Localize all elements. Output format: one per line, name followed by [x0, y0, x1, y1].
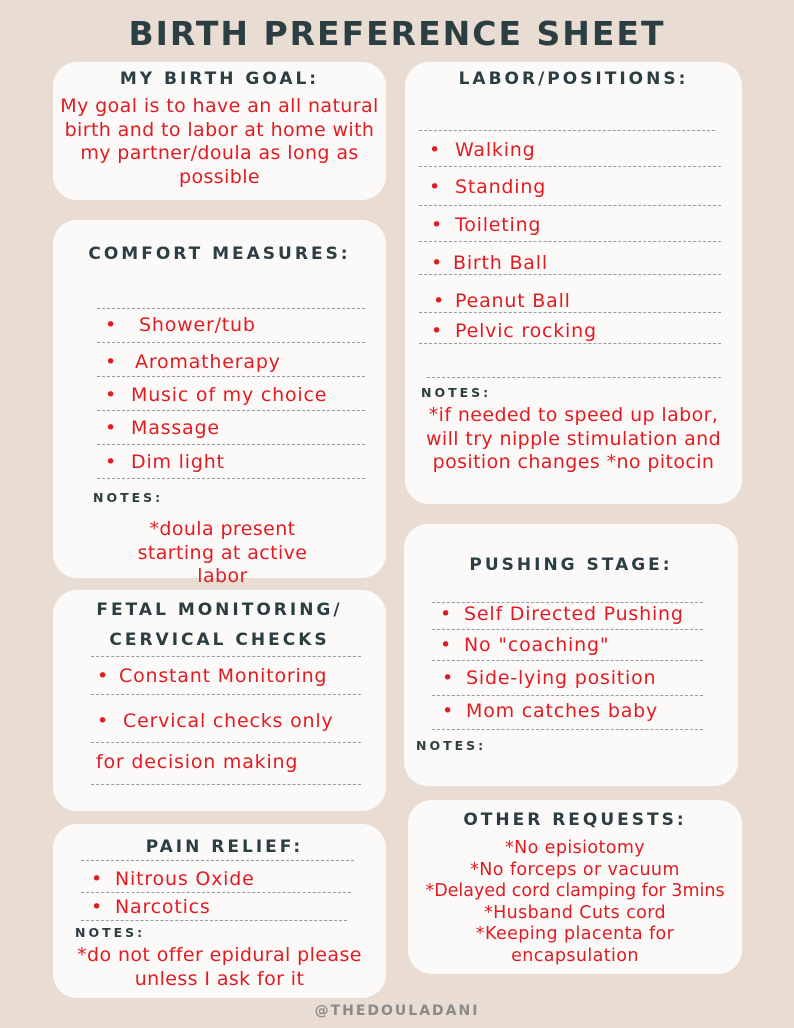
labor-notes: *if needed to speed up labor, will try nipple stimulation and position changes *no pitocin [425, 404, 722, 473]
list-item: • Self Directed Pushing [440, 603, 684, 625]
divider [432, 660, 703, 661]
list-item: • Cervical checks only [97, 710, 334, 732]
divider [97, 376, 365, 377]
birth-goal-card [53, 62, 386, 200]
labor-positions-card [405, 62, 742, 504]
divider [97, 308, 365, 309]
pushing-stage-heading: PUSHING STAGE: [469, 555, 673, 575]
divider [427, 377, 721, 378]
divider [432, 629, 703, 630]
list-item: • Constant Monitoring [97, 665, 328, 687]
list-item: • Nitrous Oxide [91, 868, 255, 890]
pushing-stage-card [404, 524, 738, 786]
other-requests-card [408, 800, 742, 974]
list-item: • Birth Ball [431, 252, 548, 274]
list-item: • Standing [429, 176, 547, 198]
list-item: • Narcotics [91, 896, 211, 918]
notes-label: NOTES: [421, 385, 492, 400]
divider [432, 695, 703, 696]
divider [97, 444, 365, 445]
notes-label: NOTES: [416, 738, 487, 753]
fetal-monitoring-heading: FETAL MONITORING/ [96, 600, 343, 620]
list-item: • Side-lying position [442, 667, 657, 689]
divider [97, 478, 365, 479]
list-item: • Dim light [105, 451, 225, 473]
page-title: BIRTH PREFERENCE SHEET [128, 14, 666, 53]
pain-notes: *do not offer epidural please unless I ask for it [77, 944, 362, 990]
other-request-line: *Husband Cuts cord [483, 902, 667, 923]
divider [97, 342, 365, 343]
birth-goal-heading: MY BIRTH GOAL: [119, 69, 320, 89]
other-request-line: *No forceps or vacuum [470, 859, 680, 880]
list-item: • Toileting [431, 214, 542, 236]
divider [81, 920, 347, 921]
divider [419, 130, 715, 131]
notes-label: NOTES: [93, 490, 164, 505]
divider [97, 410, 365, 411]
comfort-measures-heading: COMFORT MEASURES: [88, 244, 351, 264]
divider [419, 274, 721, 275]
list-item: • Shower/tub [105, 314, 256, 336]
divider [419, 343, 721, 344]
divider [419, 166, 721, 167]
cervical-checks-heading: CERVICAL CHECKS [109, 630, 330, 650]
other-request-line: *Keeping placenta for [475, 924, 675, 944]
list-item: • Pelvic rocking [431, 320, 597, 342]
list-item: • Peanut Ball [433, 290, 571, 312]
footer-handle: @THEDOULADANI [314, 1003, 480, 1019]
list-item: • Aromatherapy [105, 351, 281, 373]
divider [91, 656, 361, 657]
notes-label: NOTES: [75, 925, 146, 940]
comfort-measures-card [53, 220, 386, 587]
pain-relief-heading: PAIN RELIEF: [145, 837, 304, 857]
divider [419, 241, 721, 242]
pain-relief-card [53, 824, 386, 998]
divider [81, 860, 354, 861]
list-item: • Walking [429, 139, 536, 161]
list-item: • Massage [105, 417, 220, 439]
birth-goal-text: My goal is to have an all natural birth and to labor at home with my partner/doula as long as possible [60, 95, 379, 188]
divider [419, 312, 721, 313]
list-item: • Mom catches baby [442, 700, 659, 722]
other-request-line: *Delayed cord clamping for 3mins [425, 881, 725, 901]
other-request-line: *No episiotomy [504, 838, 646, 858]
divider [91, 784, 361, 785]
divider [91, 694, 361, 695]
list-item: • No "coaching" [440, 634, 610, 656]
list-item-continued: for decision making [96, 751, 299, 773]
labor-positions-heading: LABOR/POSITIONS: [458, 69, 689, 89]
divider [419, 205, 721, 206]
list-item: • Music of my choice [105, 384, 328, 406]
divider [81, 892, 351, 893]
comfort-notes: *doula present starting at active labor [137, 518, 308, 587]
divider [432, 729, 703, 730]
divider [91, 742, 361, 743]
other-request-line: encapsulation [511, 945, 639, 966]
other-requests-heading: OTHER REQUESTS: [463, 810, 687, 830]
fetal-monitoring-card [53, 590, 386, 811]
